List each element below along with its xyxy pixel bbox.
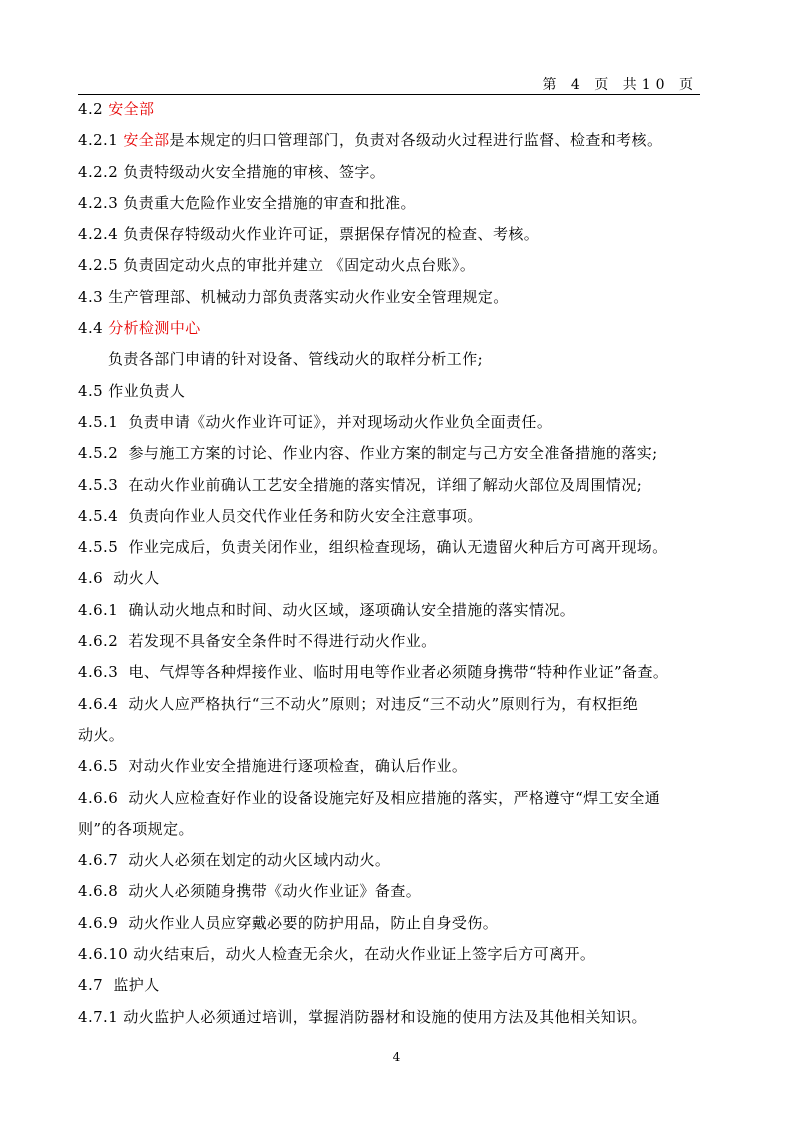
- paragraph-line: [78, 908, 708, 939]
- line-text: 负责重大危险作业安全措施的审查和批准。: [123, 193, 416, 212]
- line-text: 电、气焊等各种焊接作业、临时用电等作业者必须随身携带“特种作业证”备查。: [128, 663, 669, 682]
- line-text: 负责保存特级动火作业许可证，票据保存情况的检查、考核。: [123, 225, 540, 244]
- highlighted-department: 安全部: [108, 100, 155, 118]
- line-text: 作业完成后，负责关闭作业，组织检查现场，确认无遗留火种后方可离开现场。: [128, 538, 668, 557]
- paragraph-line: [78, 783, 708, 814]
- section-number: 4.6.7: [78, 851, 129, 870]
- line-text: 负责向作业人员交代作业任务和防火安全注意事项。: [128, 506, 483, 525]
- paragraph-line: [78, 532, 708, 563]
- line-text: 作业负责人: [108, 381, 186, 400]
- page-info: 第 4 页 共10 页: [542, 77, 698, 93]
- line-text: 负责特级动火安全措施的审核、签字。: [123, 162, 386, 181]
- paragraph-line: [78, 845, 708, 876]
- line-text: 动火人: [113, 569, 160, 588]
- section-number: 4.4: [78, 319, 109, 338]
- paragraph-line: [78, 376, 708, 407]
- line-text: 动火人应检查好作业的设备设施完好及相应措施的落实，严格遵守“焊工安全通: [128, 788, 661, 807]
- document-body: [78, 94, 708, 1033]
- section-number: 4.6.10: [78, 945, 134, 964]
- line-text: 确认动火地点和时间、动火区域，逐项确认安全措施的落实情况。: [128, 600, 576, 619]
- line-text: 生产管理部、机械动力部负责落实动火作业安全管理规定。: [108, 287, 509, 306]
- line-text: 负责各部门申请的针对设备、管线动火的取样分析工作;: [108, 350, 484, 369]
- paragraph-line: [78, 470, 708, 501]
- paragraph-line: [78, 1002, 708, 1033]
- section-number: 4.2.4: [78, 225, 124, 244]
- paragraph-line: [78, 814, 708, 845]
- section-number: 4.2.5: [78, 256, 124, 275]
- paragraph-line: [78, 94, 708, 125]
- page-number: 4: [392, 1050, 401, 1064]
- section-number: 4.6.5: [78, 757, 129, 776]
- section-number: 4.6.2: [78, 632, 129, 651]
- paragraph-line: [78, 282, 708, 313]
- line-text: 动火监护人必须通过培训，掌握消防器材和设施的使用方法及其他相关知识。: [123, 1007, 647, 1026]
- line-text: 若发现不具备安全条件时不得进行动火作业。: [128, 632, 437, 651]
- section-number: 4.2.1: [78, 131, 124, 150]
- paragraph-line: [78, 970, 708, 1001]
- line-text: 动火作业人员应穿戴必要的防护用品，防止自身受伤。: [128, 913, 499, 932]
- paragraph-line: [78, 344, 708, 375]
- line-text: 在动火作业前确认工艺安全措施的落实情况，详细了解动火部位及周围情况;: [128, 475, 643, 494]
- section-number: 4.6.3: [78, 663, 129, 682]
- section-number: 4.5.5: [78, 538, 129, 557]
- section-number: 4.6.1: [78, 600, 129, 619]
- page-header: [78, 74, 700, 95]
- line-text: 对动火作业安全措施进行逐项检查，确认后作业。: [128, 757, 468, 776]
- line-text: 动火。: [78, 725, 125, 744]
- paragraph-line: [78, 407, 708, 438]
- section-number: 4.3: [78, 287, 109, 306]
- line-text: 参与施工方案的讨论、作业内容、作业方案的制定与己方安全准备措施的落实;: [128, 444, 658, 463]
- paragraph-line: [78, 939, 708, 970]
- line-text: 监护人: [113, 976, 160, 995]
- section-number: 4.5.2: [78, 444, 129, 463]
- section-number: 4.5.1: [78, 412, 129, 431]
- paragraph-line: [78, 720, 708, 751]
- section-number: 4.2: [78, 100, 109, 118]
- line-text: 负责固定动火点的审批并建立 《固定动火点台账》。: [123, 256, 476, 275]
- section-number: 4.6.8: [78, 882, 129, 901]
- line-text: 则”的各项规定。: [78, 819, 194, 838]
- line-text: 负责申请《动火作业许可证》，并对现场动火作业负全面责任。: [128, 412, 553, 431]
- paragraph-line: [78, 157, 708, 188]
- section-number: 4.5.4: [78, 506, 129, 525]
- section-number: 4.2.3: [78, 193, 124, 212]
- paragraph-line: [78, 689, 708, 720]
- section-number: 4.5.3: [78, 475, 129, 494]
- paragraph-line: [78, 563, 708, 594]
- paragraph-line: [78, 657, 708, 688]
- section-number: 4.6.4: [78, 694, 129, 713]
- section-number: 4.6.6: [78, 788, 129, 807]
- paragraph-line: [78, 595, 708, 626]
- paragraph-line: [78, 250, 708, 281]
- paragraph-line: [78, 313, 708, 344]
- line-text: 动火人必须随身携带《动火作业证》备查。: [128, 882, 422, 901]
- line-text: 动火人应严格执行“三不动火”原则；对违反“三不动火”原则行为，有权拒绝: [128, 694, 639, 713]
- line-text: 是本规定的归口管理部门，负责对各级动火过程进行监督、检查和考核。: [169, 131, 663, 150]
- paragraph-line: [78, 188, 708, 219]
- paragraph-line: [78, 219, 708, 250]
- paragraph-line: [78, 438, 708, 469]
- paragraph-line: [78, 125, 708, 156]
- highlighted-department: 安全部: [123, 131, 170, 150]
- section-number: 4.5: [78, 381, 109, 400]
- paragraph-line: [78, 876, 708, 907]
- paragraph-line: [78, 626, 708, 657]
- section-number: 4.6: [78, 569, 114, 588]
- section-number: 4.7: [78, 976, 114, 995]
- section-number: 4.2.2: [78, 162, 124, 181]
- paragraph-line: [78, 501, 708, 532]
- line-text: 动火人必须在划定的动火区域内动火。: [128, 851, 391, 870]
- section-number: 4.6.9: [78, 913, 129, 932]
- highlighted-department: 分析检测中心: [108, 319, 201, 338]
- section-number: 4.7.1: [78, 1007, 124, 1026]
- paragraph-line: [78, 751, 708, 782]
- line-text: 动火结束后，动火人检查无余火，在动火作业证上签字后方可离开。: [133, 945, 596, 964]
